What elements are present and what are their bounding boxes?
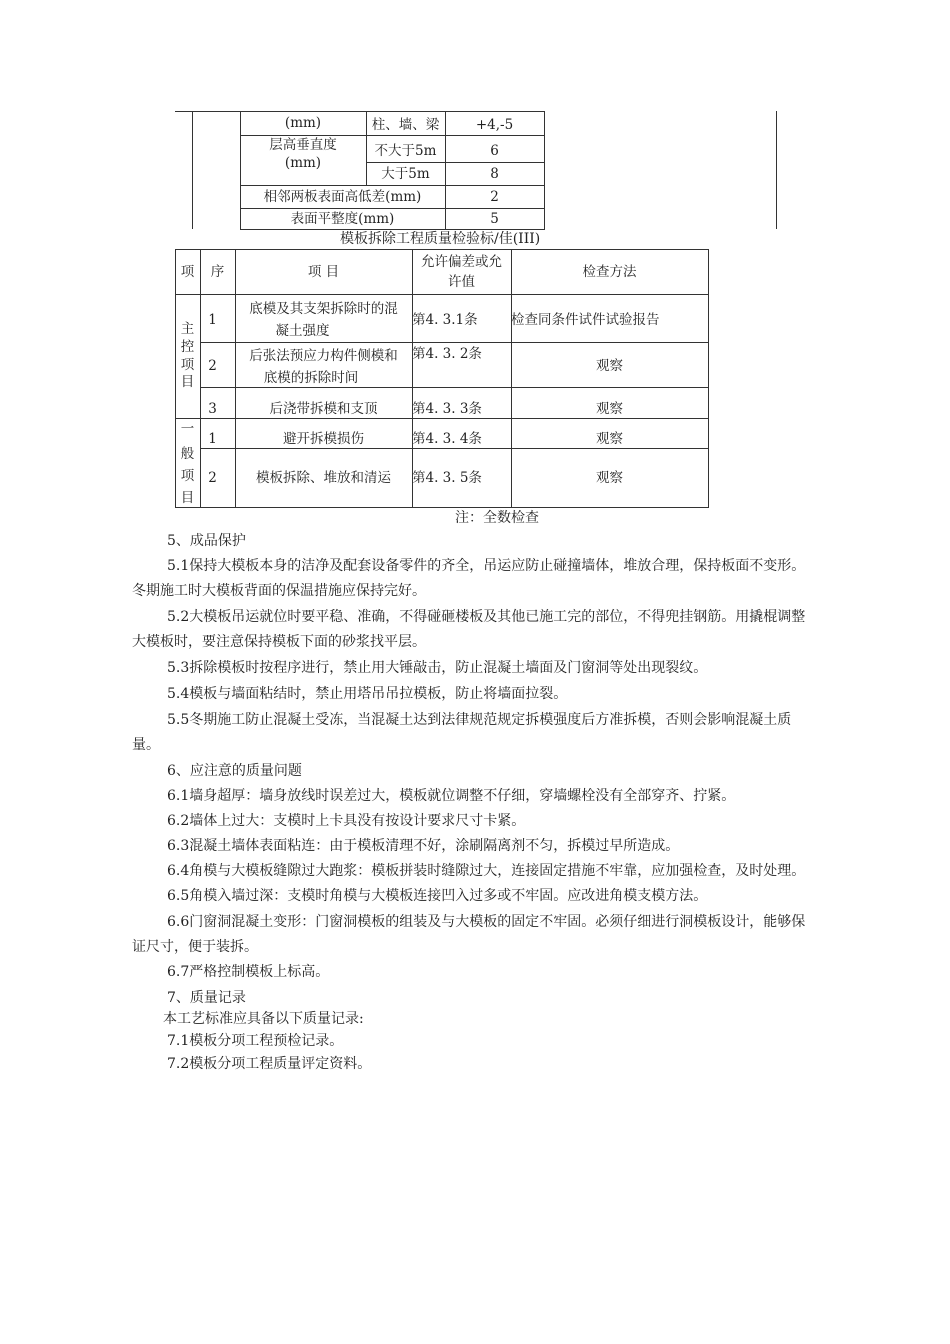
para-6-1: 6.1墙身超厚：墙身放线时误差过大，模板就位调整不仔细，穿墙螺栓没有全部穿齐、拧紧。	[167, 788, 736, 804]
table-note: 注：全数检查	[455, 510, 539, 526]
section-6-heading: 6、应注意的质量问题	[167, 763, 302, 779]
para-6-7: 6.7严格控制模板上标高。	[167, 964, 330, 980]
row5-method: 观察	[596, 470, 623, 486]
para-6-3: 6.3混凝土墙体表面粘连：由于模板清理不好，涂刷隔离剂不匀，拆模过早所造成。	[167, 838, 680, 854]
row2-item: 后张法预应力构件侧模和	[249, 348, 398, 364]
row5-item: 模板拆除、堆放和清运	[256, 470, 391, 486]
para-5-1-line2: 冬期施工时大模板背面的保温措施应保持完好。	[132, 583, 426, 599]
header-tolerance-1: 允许偏差或允	[421, 254, 502, 270]
group-main-char-1: 主	[180, 321, 195, 337]
para-5-4: 5.4模板与墙面粘结时，禁止用塔吊吊拉模板，防止将墙面拉裂。	[167, 686, 568, 702]
top-row5-label: 表面平整度(mm)	[290, 211, 395, 227]
row2-clause: 第4. 3. 2条	[412, 346, 482, 362]
row5-clause: 第4. 3. 5条	[412, 470, 482, 486]
group-general-char-2: 般	[180, 446, 195, 462]
top-row3-value: 8	[490, 166, 499, 182]
section-7-heading: 7、质量记录	[167, 990, 246, 1006]
para-7-intro: 本工艺标准应具备以下质量记录:	[163, 1011, 364, 1027]
para-6-5: 6.5角模入墙过深：支模时角模与大模板连接凹入过多或不牢固。应改进角模支模方法。	[167, 888, 708, 904]
top-row1-label: (mm)	[284, 115, 322, 131]
row4-no: 1	[208, 431, 217, 447]
row1-item: 底模及其支架拆除时的混	[249, 301, 398, 317]
top-row4-label: 相邻两板表面高低差(mm)	[263, 189, 422, 205]
section-5-heading: 5、成品保护	[167, 533, 246, 549]
para-6-6-line1: 6.6门窗洞混凝土变形：门窗洞模板的组装及与大模板的固定不牢固。必须仔细进行洞模板设计，能够保	[167, 914, 806, 930]
header-category: 项	[180, 264, 195, 280]
row1-no: 1	[208, 312, 217, 328]
table-title: 模板拆除工程质量检验标/佳(III)	[340, 231, 541, 247]
para-6-2: 6.2墙体上过大：支模时上卡具没有按设计要求尺寸卡紧。	[167, 813, 526, 829]
row4-item: 避开拆模损伤	[283, 431, 364, 447]
top-row2-value: 6	[490, 143, 499, 159]
top-row1-sub: 柱、墙、梁	[371, 117, 440, 133]
top-row1-value: +4,-5	[475, 117, 514, 133]
row4-clause: 第4. 3. 4条	[412, 431, 482, 447]
row3-method: 观察	[596, 401, 623, 417]
top-row2-label2: (mm)	[284, 155, 322, 171]
group-main-char-2: 控	[180, 339, 195, 355]
para-5-3: 5.3拆除模板时按程序进行，禁止用大锤敲击，防止混凝土墙面及门窗洞等处出现裂纹。	[167, 660, 708, 676]
para-5-2-line2: 大模板时，要注意保持模板下面的砂浆找平层。	[132, 634, 426, 650]
row1-clause: 第4. 3.1条	[412, 312, 478, 328]
group-general-char-1: 一	[180, 421, 195, 437]
top-row2-sub: 不大于5m	[374, 143, 437, 159]
header-method: 检查方法	[582, 264, 637, 280]
row2-method: 观察	[596, 358, 623, 374]
para-6-4: 6.4角模与大模板缝隙过大跑浆：模板拼装时缝隙过大，连接固定措施不牢靠，应加强检查，及时处理。	[167, 863, 806, 879]
group-general-char-4: 目	[180, 490, 195, 506]
top-row4-value: 2	[490, 189, 499, 205]
row1-method: 检查同条件试件试验报告	[511, 312, 660, 328]
para-7-2: 7.2模板分项工程质量评定资料。	[167, 1056, 372, 1072]
header-number: 序	[210, 264, 225, 280]
para-5-2-line1: 5.2大模板吊运就位时要平稳、准确，不得碰砸楼板及其他已施工完的部位，不得兜挂钢筋。用撬棍调整	[167, 609, 806, 625]
para-5-1-line1: 5.1保持大模板本身的洁净及配套设备零件的齐全，吊运应防止碰撞墙体，堆放合理，保持板面不变形。	[167, 558, 806, 574]
header-item: 项 目	[307, 264, 340, 280]
group-main-char-3: 项	[180, 357, 195, 373]
para-7-1: 7.1模板分项工程预检记录。	[167, 1033, 344, 1049]
row2-item2: 底模的拆除时间	[263, 370, 359, 386]
para-5-5-line2: 量。	[132, 737, 160, 753]
group-general-char-3: 项	[180, 468, 195, 484]
row2-no: 2	[208, 358, 217, 374]
group-main-char-4: 目	[180, 374, 195, 390]
row3-clause: 第4. 3. 3条	[412, 401, 482, 417]
row3-no: 3	[208, 401, 217, 417]
top-row2-label: 层高垂直度	[269, 137, 337, 153]
para-6-6-line2: 证尺寸，便于装拆。	[132, 939, 258, 955]
row4-method: 观察	[596, 431, 623, 447]
row3-item: 后浇带拆模和支顶	[269, 401, 378, 417]
para-5-5-line1: 5.5冬期施工防止混凝土受冻，当混凝土达到法律规范规定拆模强度后方准拆模，否则会影响混凝土质	[167, 712, 792, 728]
row5-no: 2	[208, 470, 217, 486]
top-row3-sub: 大于5m	[381, 166, 430, 182]
top-row5-value: 5	[490, 211, 499, 227]
row1-item2: 凝土强度	[275, 323, 330, 339]
header-tolerance-2: 许值	[448, 274, 475, 290]
